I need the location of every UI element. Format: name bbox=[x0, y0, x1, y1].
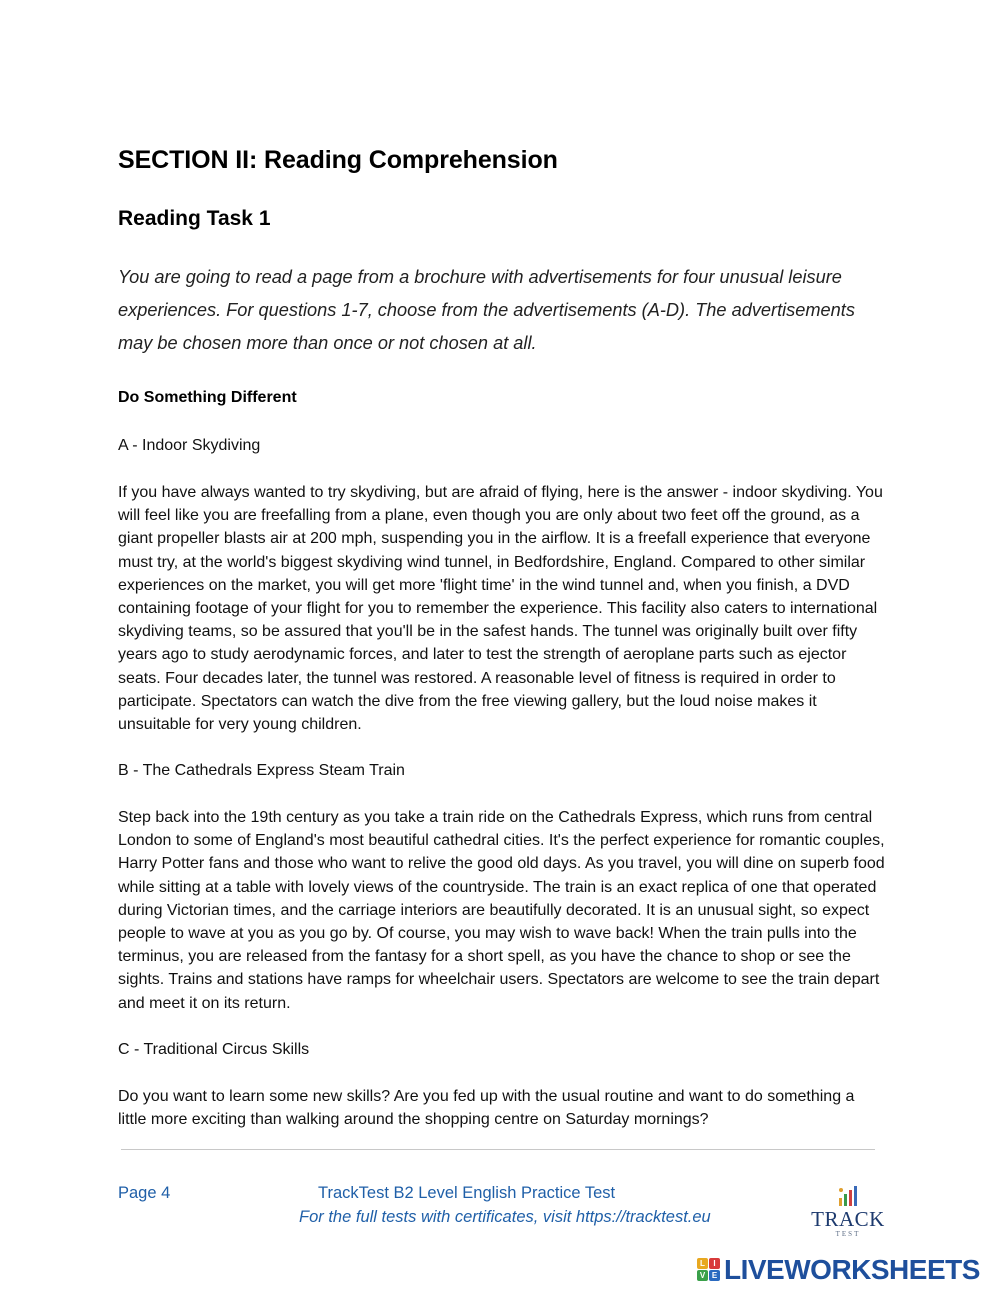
footer-divider bbox=[121, 1149, 875, 1150]
task-title: Reading Task 1 bbox=[118, 207, 271, 230]
liveworksheets-logo bbox=[697, 1254, 997, 1286]
task-instructions: You are going to read a page from a brochure with advertisements for four unusual leisure experiences. For questions 1-7, choose from the advertisements (A-D). The advertisements may be chosen more than once or not chosen at all. bbox=[118, 267, 855, 353]
section-title: SECTION II: Reading Comprehension bbox=[118, 146, 558, 174]
document-title: Do Something Different bbox=[118, 389, 297, 406]
ad-c-heading: C - Traditional Circus Skills bbox=[118, 1041, 310, 1058]
footer-page-number: Page 4 bbox=[118, 1184, 171, 1202]
footer-test-title: TrackTest B2 Level English Practice Test bbox=[318, 1184, 616, 1202]
footer-visit-link[interactable]: For the full tests with certificates, visit https://tracktest.eu bbox=[299, 1208, 711, 1226]
ad-c-body: Do you want to learn some new skills? Are you fed up with the usual routine and want to do something a little more exciting than walking around the shopping centre on Saturday mornings? bbox=[118, 1088, 855, 1129]
tracktest-logo bbox=[805, 1184, 891, 1244]
ad-b-heading: B - The Cathedrals Express Steam Train bbox=[118, 762, 405, 779]
liveworksheets-logo-text: LIVEWORKSHEETS bbox=[724, 1254, 980, 1285]
tracktest-logo-subtext: TEST bbox=[835, 1230, 861, 1238]
ad-a-body: If you have always wanted to try skydiving, but are afraid of flying, here is the answer - indoor skydiving. You will feel like you are freefalling from a plane, even though you are only about two feet off the ground, as a giant propeller blasts air at 200 mph, suspending you in the airflow. It is a freefall experience that everyone must try, at the world's biggest skydiving wind tunnel, in Bedfordshire, England. Compared to other similar experiences on the market, you will get more 'flight time' in the wind tunnel and, when you finish, a DVD containing footage of your flight for you to remember the experience. This facility also caters to international skydiving teams, so be assured that you'll be in the safest hands. The tunnel was originally built over fifty years ago to study aerodynamic forces, and later to test the strength of aeroplane parts such as ejector seats. Four decades later, the tunnel was restored. A reasonable level of fitness is required in order to participate. Spectators can watch the dive from the free viewing gallery, but the loud noise makes it unsuitable for very young children. bbox=[118, 484, 883, 734]
ad-b-body: Step back into the 19th century as you take a train ride on the Cathedrals Express, which runs from central London to some of England's most beautiful cathedral cities. It's the perfect experience for romantic couples, Harry Potter fans and those who want to relive the good old days. As you travel, you will dine on superb food while sitting at a table with lovely views of the countryside. The train is an exact replica of one that operated during Victorian times, and the carriage interiors are beautifully decorated. It is an unusual sight, so expect people to wave at you as you go by. Of course, you may wish to wave back! When the train pulls into the terminus, you are released from the fantasy for a short spell, as you have the chance to shop or see the sights. Trains and stations have ramps for wheelchair users. Spectators are welcome to see the train depart and meet it on its return. bbox=[118, 809, 885, 1012]
ad-a-heading: A - Indoor Skydiving bbox=[118, 437, 261, 454]
liveworksheets-cubes-icon: L I V E bbox=[697, 1258, 721, 1282]
tracktest-logo-text: TRACK bbox=[811, 1207, 885, 1231]
bar-chart-icon bbox=[837, 1184, 861, 1208]
